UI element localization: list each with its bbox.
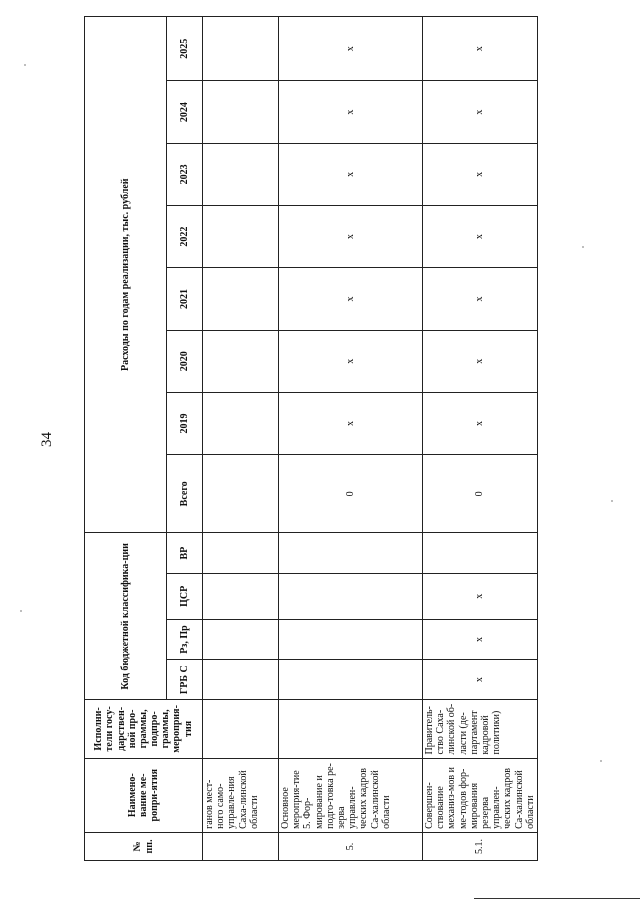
row-year-value	[203, 206, 279, 268]
expenses-table	[84, 16, 538, 861]
row-rzpr	[279, 619, 423, 659]
page-number: 34	[39, 432, 55, 447]
row-year-value: x	[423, 206, 538, 268]
header-csr: ЦСР	[167, 573, 203, 619]
header-budget-code: Код бюджетной классифика-ции	[85, 533, 167, 700]
row-vr	[423, 533, 538, 573]
row-year-value: x	[279, 206, 423, 268]
row-year-value	[203, 81, 279, 143]
row-year-value	[203, 17, 279, 81]
scan-speck	[600, 760, 602, 762]
row-year-value	[203, 143, 279, 205]
row-executor: Правитель-ство Саха-линской об-ласти (де-партамент кадровой политики)	[423, 700, 538, 758]
row-rzpr	[203, 619, 279, 659]
scan-speck	[24, 64, 26, 66]
row-num: 5.1.	[423, 832, 538, 860]
row-year-value: x	[423, 268, 538, 330]
row-name: ганов мест-ного само-управле-ния Саха-линской области	[203, 758, 279, 832]
bottom-rule	[474, 898, 640, 899]
header-total: Всего	[167, 455, 203, 533]
scan-speck	[20, 610, 22, 612]
table-row	[423, 17, 538, 861]
row-csr	[279, 573, 423, 619]
row-year-value: x	[423, 392, 538, 454]
row-year-value: x	[423, 330, 538, 392]
row-grbs	[279, 660, 423, 700]
header-year: 2019	[167, 392, 203, 454]
header-grbs: ГРБ С	[167, 660, 203, 700]
row-year-value: x	[279, 392, 423, 454]
header-year: 2025	[167, 17, 203, 81]
row-year-value: x	[279, 143, 423, 205]
header-year: 2024	[167, 81, 203, 143]
row-total: 0	[423, 455, 538, 533]
row-csr: x	[423, 573, 538, 619]
row-executor	[279, 700, 423, 758]
header-name: Наимено-вание ме-ропри-ятия	[85, 758, 203, 832]
rotated-table-container	[84, 16, 536, 861]
row-year-value	[203, 330, 279, 392]
row-year-value: x	[423, 17, 538, 81]
header-vr: ВР	[167, 533, 203, 573]
row-csr	[203, 573, 279, 619]
scan-speck	[611, 500, 613, 502]
scan-speck	[582, 246, 584, 248]
header-year: 2023	[167, 143, 203, 205]
row-year-value	[203, 392, 279, 454]
row-vr	[279, 533, 423, 573]
row-year-value	[203, 268, 279, 330]
header-rzpr: Рз, Пр	[167, 619, 203, 659]
table-row	[279, 17, 423, 861]
header-year: 2022	[167, 206, 203, 268]
header-year: 2020	[167, 330, 203, 392]
header-year: 2021	[167, 268, 203, 330]
row-year-value: x	[279, 268, 423, 330]
row-vr	[203, 533, 279, 573]
header-num: № пп.	[85, 832, 203, 860]
row-year-value: x	[423, 143, 538, 205]
table-row	[203, 17, 279, 861]
row-grbs: x	[423, 660, 538, 700]
row-num: 5.	[279, 832, 423, 860]
row-year-value: x	[279, 81, 423, 143]
row-rzpr: x	[423, 619, 538, 659]
row-year-value: x	[423, 81, 538, 143]
row-name: Совершен-ствование механиз-мов и ме-тодов фор-мирования резерва управлен-ческих кадров Са-халинской области	[423, 758, 538, 832]
row-grbs	[203, 660, 279, 700]
row-num	[203, 832, 279, 860]
row-name: Основное мероприя-тие 5. Фор-мирование и подго-товка ре-зерва управлен-ческих кадров Са-халинской области	[279, 758, 423, 832]
row-total: 0	[279, 455, 423, 533]
row-total	[203, 455, 279, 533]
row-year-value: x	[279, 17, 423, 81]
row-executor	[203, 700, 279, 758]
row-year-value: x	[279, 330, 423, 392]
header-expenses: Расходы по годам реализации, тыс. рублей	[85, 17, 167, 534]
table-frame	[84, 16, 536, 861]
header-executors: Исполни-тели госу-дарствен-ной про-граммы, подпро-граммы, мероприя-тия	[85, 700, 203, 758]
